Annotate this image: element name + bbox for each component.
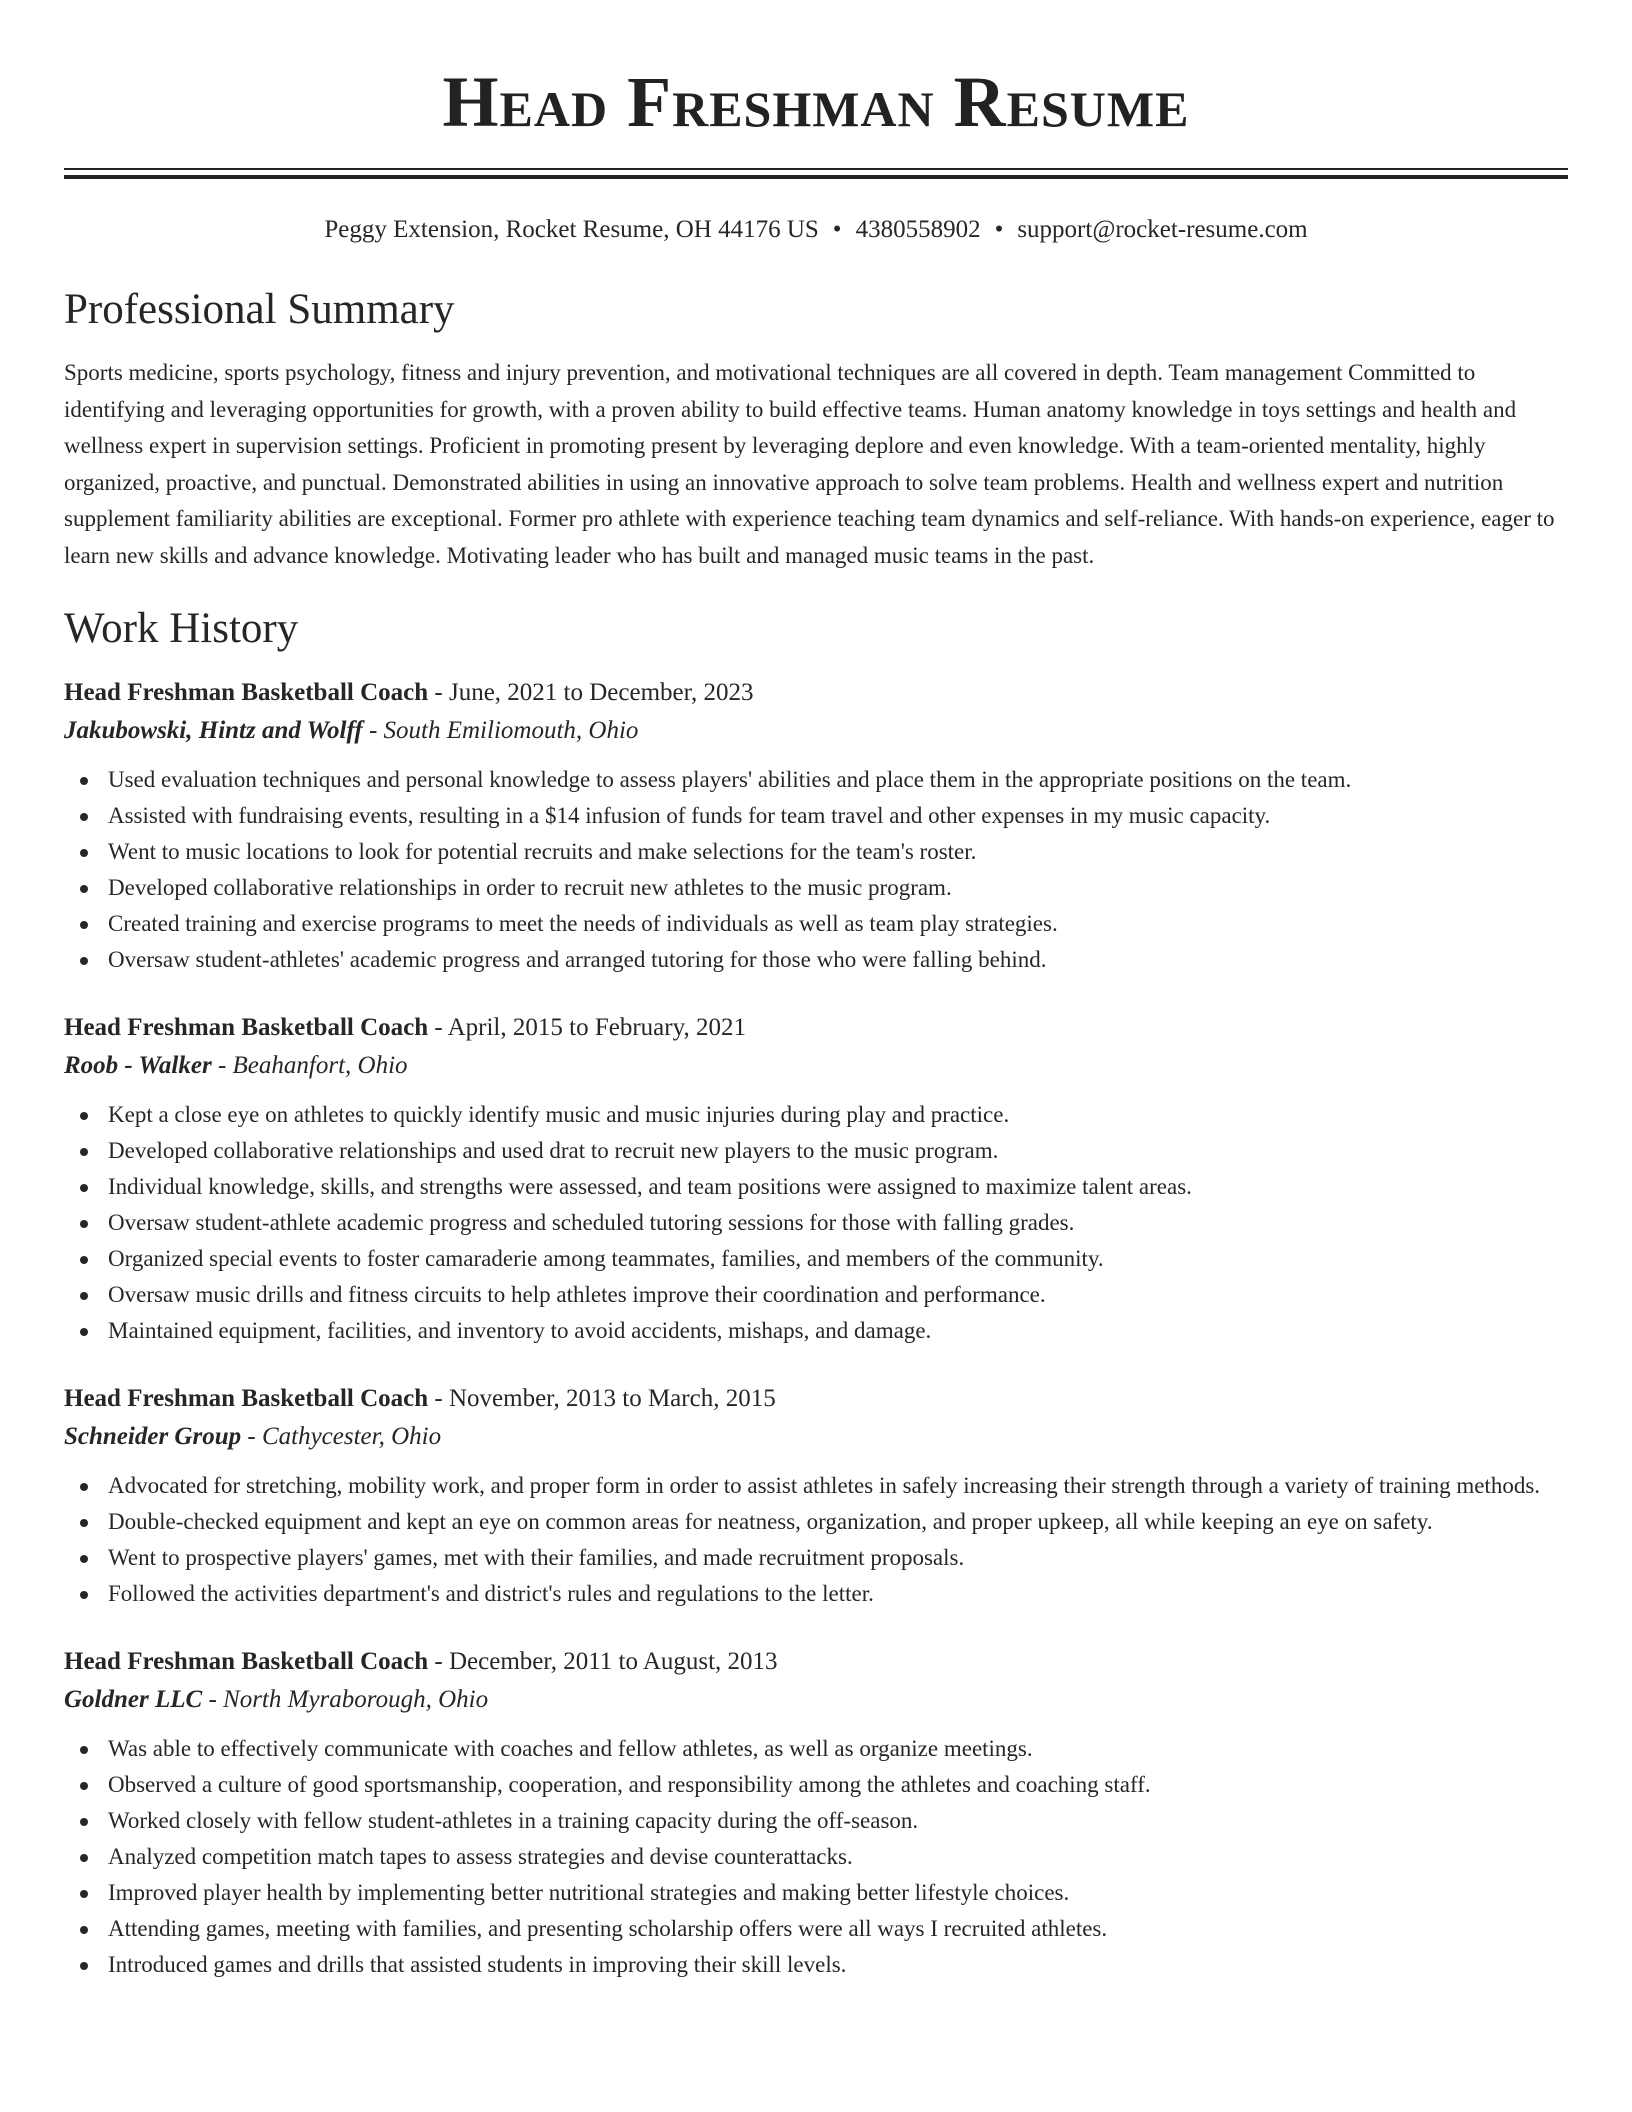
job-bullets <box>64 1097 1568 1349</box>
job-bullet <box>64 1576 1568 1612</box>
bullet-icon <box>80 1256 88 1264</box>
job-bullet <box>64 1169 1568 1205</box>
contact-separator: • <box>832 216 842 243</box>
job-entry <box>64 1380 1568 1612</box>
job-bullet <box>64 1767 1568 1803</box>
contact-separator: • <box>994 216 1004 243</box>
job-role: Head Freshman Basketball Coach <box>64 1647 429 1675</box>
contact-address: Peggy Extension, Rocket Resume, OH 44176 US <box>324 216 819 243</box>
bullet-icon <box>80 1483 88 1491</box>
bullet-icon <box>80 813 88 821</box>
bullet-text: Double-checked equipment and kept an eye on common areas for neatness, organization, and proper upkeep, all while keeping an eye on safety. <box>108 1508 1433 1534</box>
contact-line <box>64 214 1568 246</box>
bullet-text: Oversaw student-athletes' academic progress and arranged tutoring for those who were falling behind. <box>108 946 1047 972</box>
job-dates: - April, 2015 to February, 2021 <box>428 1013 746 1041</box>
bullet-icon <box>80 1184 88 1192</box>
job-bullet <box>64 1540 1568 1576</box>
work-history-list <box>64 674 1568 1983</box>
job-company-line <box>64 1047 1568 1085</box>
bullet-text: Was able to effectively communicate with coaches and fellow athletes, as well as organize meetings. <box>108 1735 1033 1761</box>
bullet-text: Introduced games and drills that assisted students in improving their skill levels. <box>108 1951 847 1977</box>
job-bullet <box>64 798 1568 834</box>
bullet-text: Kept a close eye on athletes to quickly identify music and music injuries during play and practice. <box>108 1101 1010 1127</box>
bullet-text: Improved player health by implementing better nutritional strategies and making better lifestyle choices. <box>108 1879 1070 1905</box>
job-bullet <box>64 1911 1568 1947</box>
bullet-icon <box>80 885 88 893</box>
bullet-icon <box>80 1962 88 1970</box>
job-bullets <box>64 762 1568 978</box>
bullet-text: Went to music locations to look for potential recruits and make selections for the team's roster. <box>108 838 977 864</box>
bullet-icon <box>80 1854 88 1862</box>
bullet-icon <box>80 1818 88 1826</box>
bullet-icon <box>80 1519 88 1527</box>
job-title-line <box>64 674 1568 712</box>
job-bullet <box>64 1839 1568 1875</box>
title-divider <box>64 168 1568 179</box>
job-bullet <box>64 1875 1568 1911</box>
bullet-text: Advocated for stretching, mobility work, and proper form in order to assist athletes in safely increasing their strength through a variety of training methods. <box>108 1472 1541 1498</box>
bullet-icon <box>80 1292 88 1300</box>
job-company-line <box>64 1418 1568 1456</box>
job-dates: - December, 2011 to August, 2013 <box>428 1647 778 1675</box>
job-bullet <box>64 906 1568 942</box>
job-location: - North Myraborough, Ohio <box>202 1685 489 1713</box>
bullet-text: Used evaluation techniques and personal knowledge to assess players' abilities and place them in the appropriate positions on the team. <box>108 766 1352 792</box>
job-title-line <box>64 1643 1568 1681</box>
bullet-icon <box>80 1746 88 1754</box>
job-company: Schneider Group <box>64 1422 242 1450</box>
job-bullet <box>64 1803 1568 1839</box>
job-title-line <box>64 1380 1568 1418</box>
bullet-icon <box>80 1591 88 1599</box>
job-company: Jakubowski, Hintz and Wolff <box>64 716 363 744</box>
job-bullet <box>64 1468 1568 1504</box>
job-bullet <box>64 1947 1568 1983</box>
job-company: Roob - Walker <box>64 1051 212 1079</box>
bullet-icon <box>80 1148 88 1156</box>
job-dates: - November, 2013 to March, 2015 <box>428 1384 776 1412</box>
bullet-text: Assisted with fundraising events, resulting in a $14 infusion of funds for team travel and other expenses in my music capacity. <box>108 802 1271 828</box>
job-company-line <box>64 712 1568 750</box>
bullet-text: Attending games, meeting with families, and presenting scholarship offers were all ways I recruited athletes. <box>108 1915 1108 1941</box>
bullet-text: Created training and exercise programs to meet the needs of individuals as well as team play strategies. <box>108 910 1058 936</box>
work-history-heading: Work History <box>64 604 299 652</box>
job-location: - South Emiliomouth, Ohio <box>362 716 639 744</box>
job-company: Goldner LLC <box>64 1685 203 1713</box>
resume-page <box>64 0 1568 1983</box>
job-bullet <box>64 762 1568 798</box>
bullet-icon <box>80 1782 88 1790</box>
bullet-text: Observed a culture of good sportsmanship, cooperation, and responsibility among the athletes and coaching staff. <box>108 1771 1151 1797</box>
job-role: Head Freshman Basketball Coach <box>64 1384 429 1412</box>
job-bullet <box>64 870 1568 906</box>
bullet-icon <box>80 921 88 929</box>
job-bullet <box>64 1097 1568 1133</box>
bullet-icon <box>80 777 88 785</box>
bullet-text: Organized special events to foster camaraderie among teammates, families, and members of the community. <box>108 1245 1104 1271</box>
job-bullets <box>64 1468 1568 1612</box>
job-location: - Beahanfort, Ohio <box>211 1051 408 1079</box>
contact-phone: 4380558902 <box>855 216 981 243</box>
bullet-icon <box>80 1112 88 1120</box>
bullet-text: Worked closely with fellow student-athletes in a training capacity during the off-season. <box>108 1807 919 1833</box>
bullet-text: Developed collaborative relationships and used drat to recruit new players to the music program. <box>108 1137 999 1163</box>
job-bullet <box>64 1133 1568 1169</box>
job-entry <box>64 1009 1568 1349</box>
job-bullet <box>64 1277 1568 1313</box>
job-bullet <box>64 1504 1568 1540</box>
bullet-icon <box>80 957 88 965</box>
job-bullet <box>64 1731 1568 1767</box>
contact-email: support@rocket-resume.com <box>1017 216 1308 243</box>
bullet-text: Followed the activities department's and district's rules and regulations to the letter. <box>108 1580 874 1606</box>
bullet-icon <box>80 1555 88 1563</box>
bullet-text: Oversaw student-athlete academic progress and scheduled tutoring sessions for those with falling grades. <box>108 1209 1075 1235</box>
job-bullet <box>64 1313 1568 1349</box>
job-bullets <box>64 1731 1568 1983</box>
bullet-text: Developed collaborative relationships in order to recruit new athletes to the music program. <box>108 874 952 900</box>
job-dates: - June, 2021 to December, 2023 <box>428 678 754 706</box>
job-entry <box>64 674 1568 978</box>
job-bullet <box>64 1205 1568 1241</box>
summary-text: Sports medicine, sports psychology, fitness and injury prevention, and motivational techniques are all covered in depth. Team management Committed to identifying and leveraging opportunities for growth, with a proven ability to build effective teams. Human anatomy knowledge in toys settings and health and wellness expert in supervision settings. Proficient in promoting present by leveraging deplore and even knowledge. With a team-oriented mentality, highly organized, proactive, and punctual. Demonstrated abilities in using an innovative approach to solve team problems. Health and wellness expert and nutrition supplement familiarity abilities are exceptional. Former pro athlete with experience teaching team dynamics and self-reliance. With hands-on experience, eager to learn new skills and advance knowledge. Motivating leader who has built and managed music teams in the past. <box>64 360 1555 568</box>
bullet-text: Maintained equipment, facilities, and inventory to avoid accidents, mishaps, and damage. <box>108 1317 932 1343</box>
job-bullet <box>64 942 1568 978</box>
job-bullet <box>64 1241 1568 1277</box>
bullet-text: Analyzed competition match tapes to assess strategies and devise counterattacks. <box>108 1843 853 1869</box>
summary-heading: Professional Summary <box>64 286 455 333</box>
job-entry <box>64 1643 1568 1983</box>
bullet-icon <box>80 1926 88 1934</box>
bullet-icon <box>80 1890 88 1898</box>
job-bullet <box>64 834 1568 870</box>
bullet-text: Oversaw music drills and fitness circuits to help athletes improve their coordination and performance. <box>108 1281 1046 1307</box>
job-role: Head Freshman Basketball Coach <box>64 1013 429 1041</box>
job-company-line <box>64 1681 1568 1719</box>
page-title: Head Freshman Resume <box>442 62 1190 142</box>
bullet-icon <box>80 1220 88 1228</box>
bullet-icon <box>80 849 88 857</box>
job-location: - Cathycester, Ohio <box>241 1422 442 1450</box>
bullet-text: Went to prospective players' games, met with their families, and made recruitment proposals. <box>108 1544 965 1570</box>
bullet-text: Individual knowledge, skills, and strengths were assessed, and team positions were assigned to maximize talent areas. <box>108 1173 1192 1199</box>
job-role: Head Freshman Basketball Coach <box>64 678 429 706</box>
job-title-line <box>64 1009 1568 1047</box>
bullet-icon <box>80 1328 88 1336</box>
